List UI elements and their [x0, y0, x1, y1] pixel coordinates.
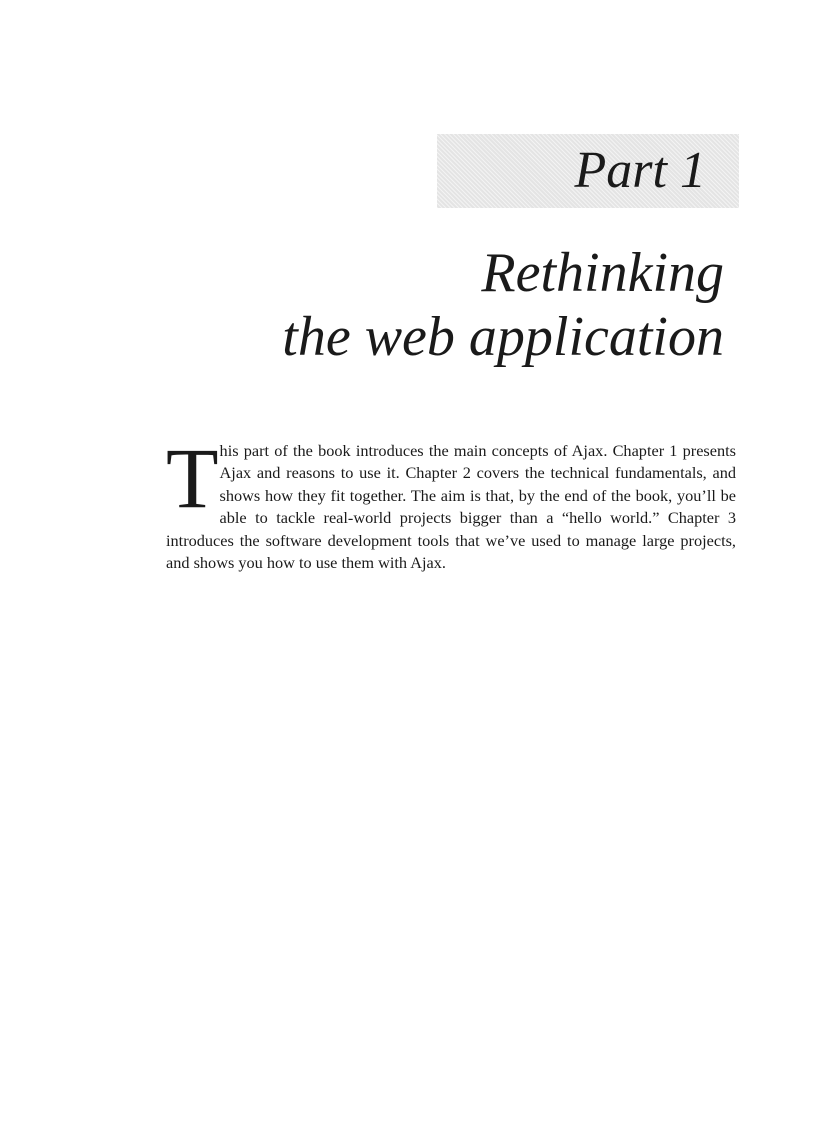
intro-paragraph [166, 430, 736, 574]
part-title [282, 241, 724, 369]
drop-cap: T [166, 430, 219, 526]
part-title-line-1: Rethinking [481, 242, 724, 304]
part-title-line-2: the web application [282, 306, 724, 368]
intro-text: his part of the book introduces the main concepts of Ajax. Chapter 1 presents Ajax and reasons to use it. Chapter 2 covers the technical fundamentals, and shows how they fit together. The aim is that, by the end of the book, you’ll be able to tackle real-world projects bigger than a “hello world.” Chapter 3 introduces the software development tools that we’ve used to manage large projects, and shows you how to use them with Ajax. [166, 441, 736, 573]
part-label: Part 1 [574, 142, 706, 199]
